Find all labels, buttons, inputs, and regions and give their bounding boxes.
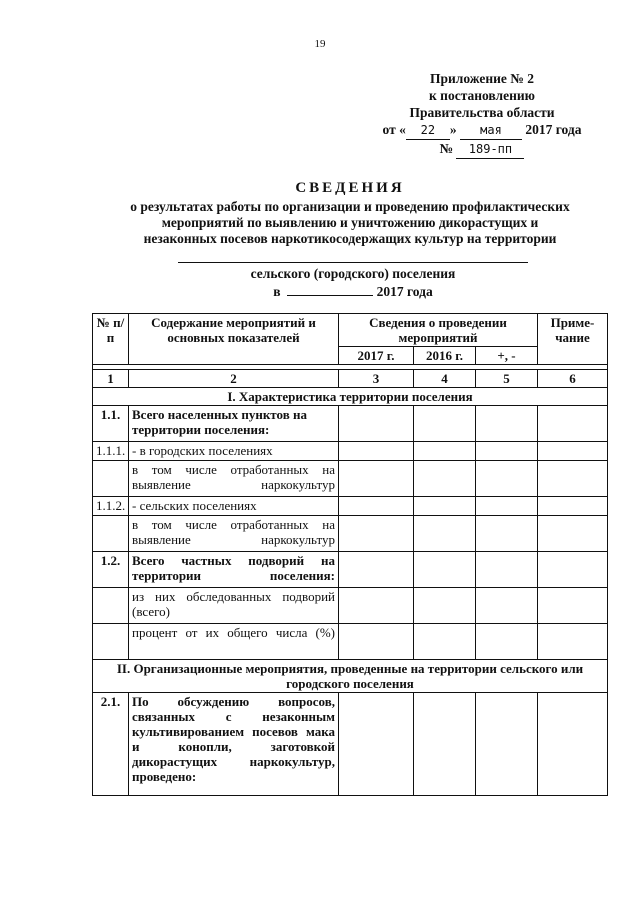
row-no <box>93 624 129 660</box>
cell-diff <box>476 624 538 660</box>
appendix-number <box>372 140 592 159</box>
year-line <box>178 283 528 300</box>
number-prefix: № <box>439 141 454 156</box>
table-row <box>93 406 608 442</box>
settlement-label: сельского (городского) поселения <box>250 266 456 281</box>
row-no <box>93 588 129 624</box>
row-text: Всего частных подворий на территории поселения: <box>129 552 339 588</box>
date-year: 2017 года <box>525 122 582 137</box>
row-no: 1.1.2. <box>93 497 129 516</box>
header-diff: +, - <box>476 347 538 365</box>
col-number: 3 <box>339 370 414 388</box>
section-2-title: II. Организационные мероприятия, проведенные на территории сельского или городского поселения <box>93 660 608 693</box>
cell-2017 <box>339 588 414 624</box>
cell-2016 <box>414 442 476 461</box>
section-1-row <box>93 388 608 406</box>
report-table <box>92 313 608 796</box>
row-text: - сельских поселениях <box>129 497 339 516</box>
table-row <box>93 497 608 516</box>
col-number: 6 <box>538 370 608 388</box>
subtitle-line-2: мероприятий по выявлению и уничтожению дикорастущих и <box>161 215 539 230</box>
col-number: 4 <box>414 370 476 388</box>
header-note: Приме-чание <box>538 314 608 365</box>
cell-note <box>538 588 608 624</box>
cell-diff <box>476 406 538 442</box>
appendix-line-2: к постановлению <box>429 88 535 103</box>
cell-diff <box>476 588 538 624</box>
year-suffix: 2017 года <box>376 284 433 299</box>
row-no: 1.1. <box>93 406 129 442</box>
cell-note <box>538 624 608 660</box>
row-no: 1.2. <box>93 552 129 588</box>
row-text: По обсуждению вопросов, связанных с незаконным культивированием посевов мака и конопли, заготовкой дикорастущих наркокультур, проведено: <box>129 693 339 796</box>
row-no: 1.1.1. <box>93 442 129 461</box>
cell-2016 <box>414 461 476 497</box>
table-row <box>93 461 608 497</box>
date-month: мая <box>460 122 522 140</box>
document-subtitle <box>90 199 610 247</box>
table-row <box>93 693 608 796</box>
document-title: СВЕДЕНИЯ <box>295 180 405 196</box>
appendix-date <box>372 121 592 140</box>
cell-note <box>538 497 608 516</box>
cell-2016 <box>414 406 476 442</box>
header-info: Сведения о проведении мероприятий <box>339 314 538 347</box>
numbering-row <box>93 370 608 388</box>
cell-note <box>538 442 608 461</box>
cell-2017 <box>339 406 414 442</box>
cell-2017 <box>339 624 414 660</box>
row-text: в том числе отработанных на выявление наркокультур <box>129 516 339 552</box>
row-no <box>93 461 129 497</box>
cell-diff <box>476 497 538 516</box>
cell-note <box>538 516 608 552</box>
cell-2016 <box>414 552 476 588</box>
table-row <box>93 588 608 624</box>
subtitle-line-3: незаконных посевов наркотикосодержащих культур на территории <box>143 231 557 246</box>
cell-2017 <box>339 552 414 588</box>
row-no <box>93 516 129 552</box>
cell-diff <box>476 442 538 461</box>
cell-note <box>538 552 608 588</box>
row-text: - в городских поселениях <box>129 442 339 461</box>
header-content: Содержание мероприятий и основных показателей <box>129 314 339 365</box>
date-prefix: от « <box>382 122 406 137</box>
year-blank <box>287 283 373 296</box>
appendix-title: Приложение № 2 <box>430 71 534 86</box>
cell-diff <box>476 516 538 552</box>
cell-2017 <box>339 497 414 516</box>
table-row <box>93 552 608 588</box>
cell-2017 <box>339 516 414 552</box>
subtitle-line-1: о результатах работы по организации и проведению профилактических <box>130 199 570 214</box>
cell-2016 <box>414 693 476 796</box>
section-2-row <box>93 660 608 693</box>
cell-diff <box>476 693 538 796</box>
cell-2017 <box>339 442 414 461</box>
date-quote-close: » <box>449 122 457 137</box>
col-number: 2 <box>129 370 339 388</box>
settlement-name-blank <box>178 262 528 263</box>
cell-note <box>538 693 608 796</box>
page-number: 19 <box>314 38 326 50</box>
table-row <box>93 442 608 461</box>
cell-diff <box>476 552 538 588</box>
number-value: 189-пп <box>456 141 524 159</box>
row-text: в том числе отработанных на выявление наркокультур <box>129 461 339 497</box>
cell-note <box>538 461 608 497</box>
row-text: из них обследованных подворий (всего) <box>129 588 339 624</box>
cell-2016 <box>414 624 476 660</box>
appendix-block <box>372 70 592 159</box>
header-row <box>93 314 608 347</box>
cell-diff <box>476 461 538 497</box>
cell-2016 <box>414 497 476 516</box>
year-prefix: в <box>273 284 281 299</box>
row-text: процент от их общего числа (%) <box>129 624 339 660</box>
cell-2016 <box>414 516 476 552</box>
cell-2017 <box>339 461 414 497</box>
table-row <box>93 516 608 552</box>
header-2016: 2016 г. <box>414 347 476 365</box>
table-row <box>93 624 608 660</box>
cell-2016 <box>414 588 476 624</box>
header-2017: 2017 г. <box>339 347 414 365</box>
cell-2017 <box>339 693 414 796</box>
row-no: 2.1. <box>93 693 129 796</box>
cell-note <box>538 406 608 442</box>
date-day: 22 <box>406 122 450 140</box>
header-no: № п/п <box>93 314 129 365</box>
row-text: Всего населенных пунктов на территории поселения: <box>129 406 339 442</box>
col-number: 1 <box>93 370 129 388</box>
col-number: 5 <box>476 370 538 388</box>
section-1-title: I. Характеристика территории поселения <box>93 388 608 406</box>
appendix-line-3: Правительства области <box>409 105 555 120</box>
